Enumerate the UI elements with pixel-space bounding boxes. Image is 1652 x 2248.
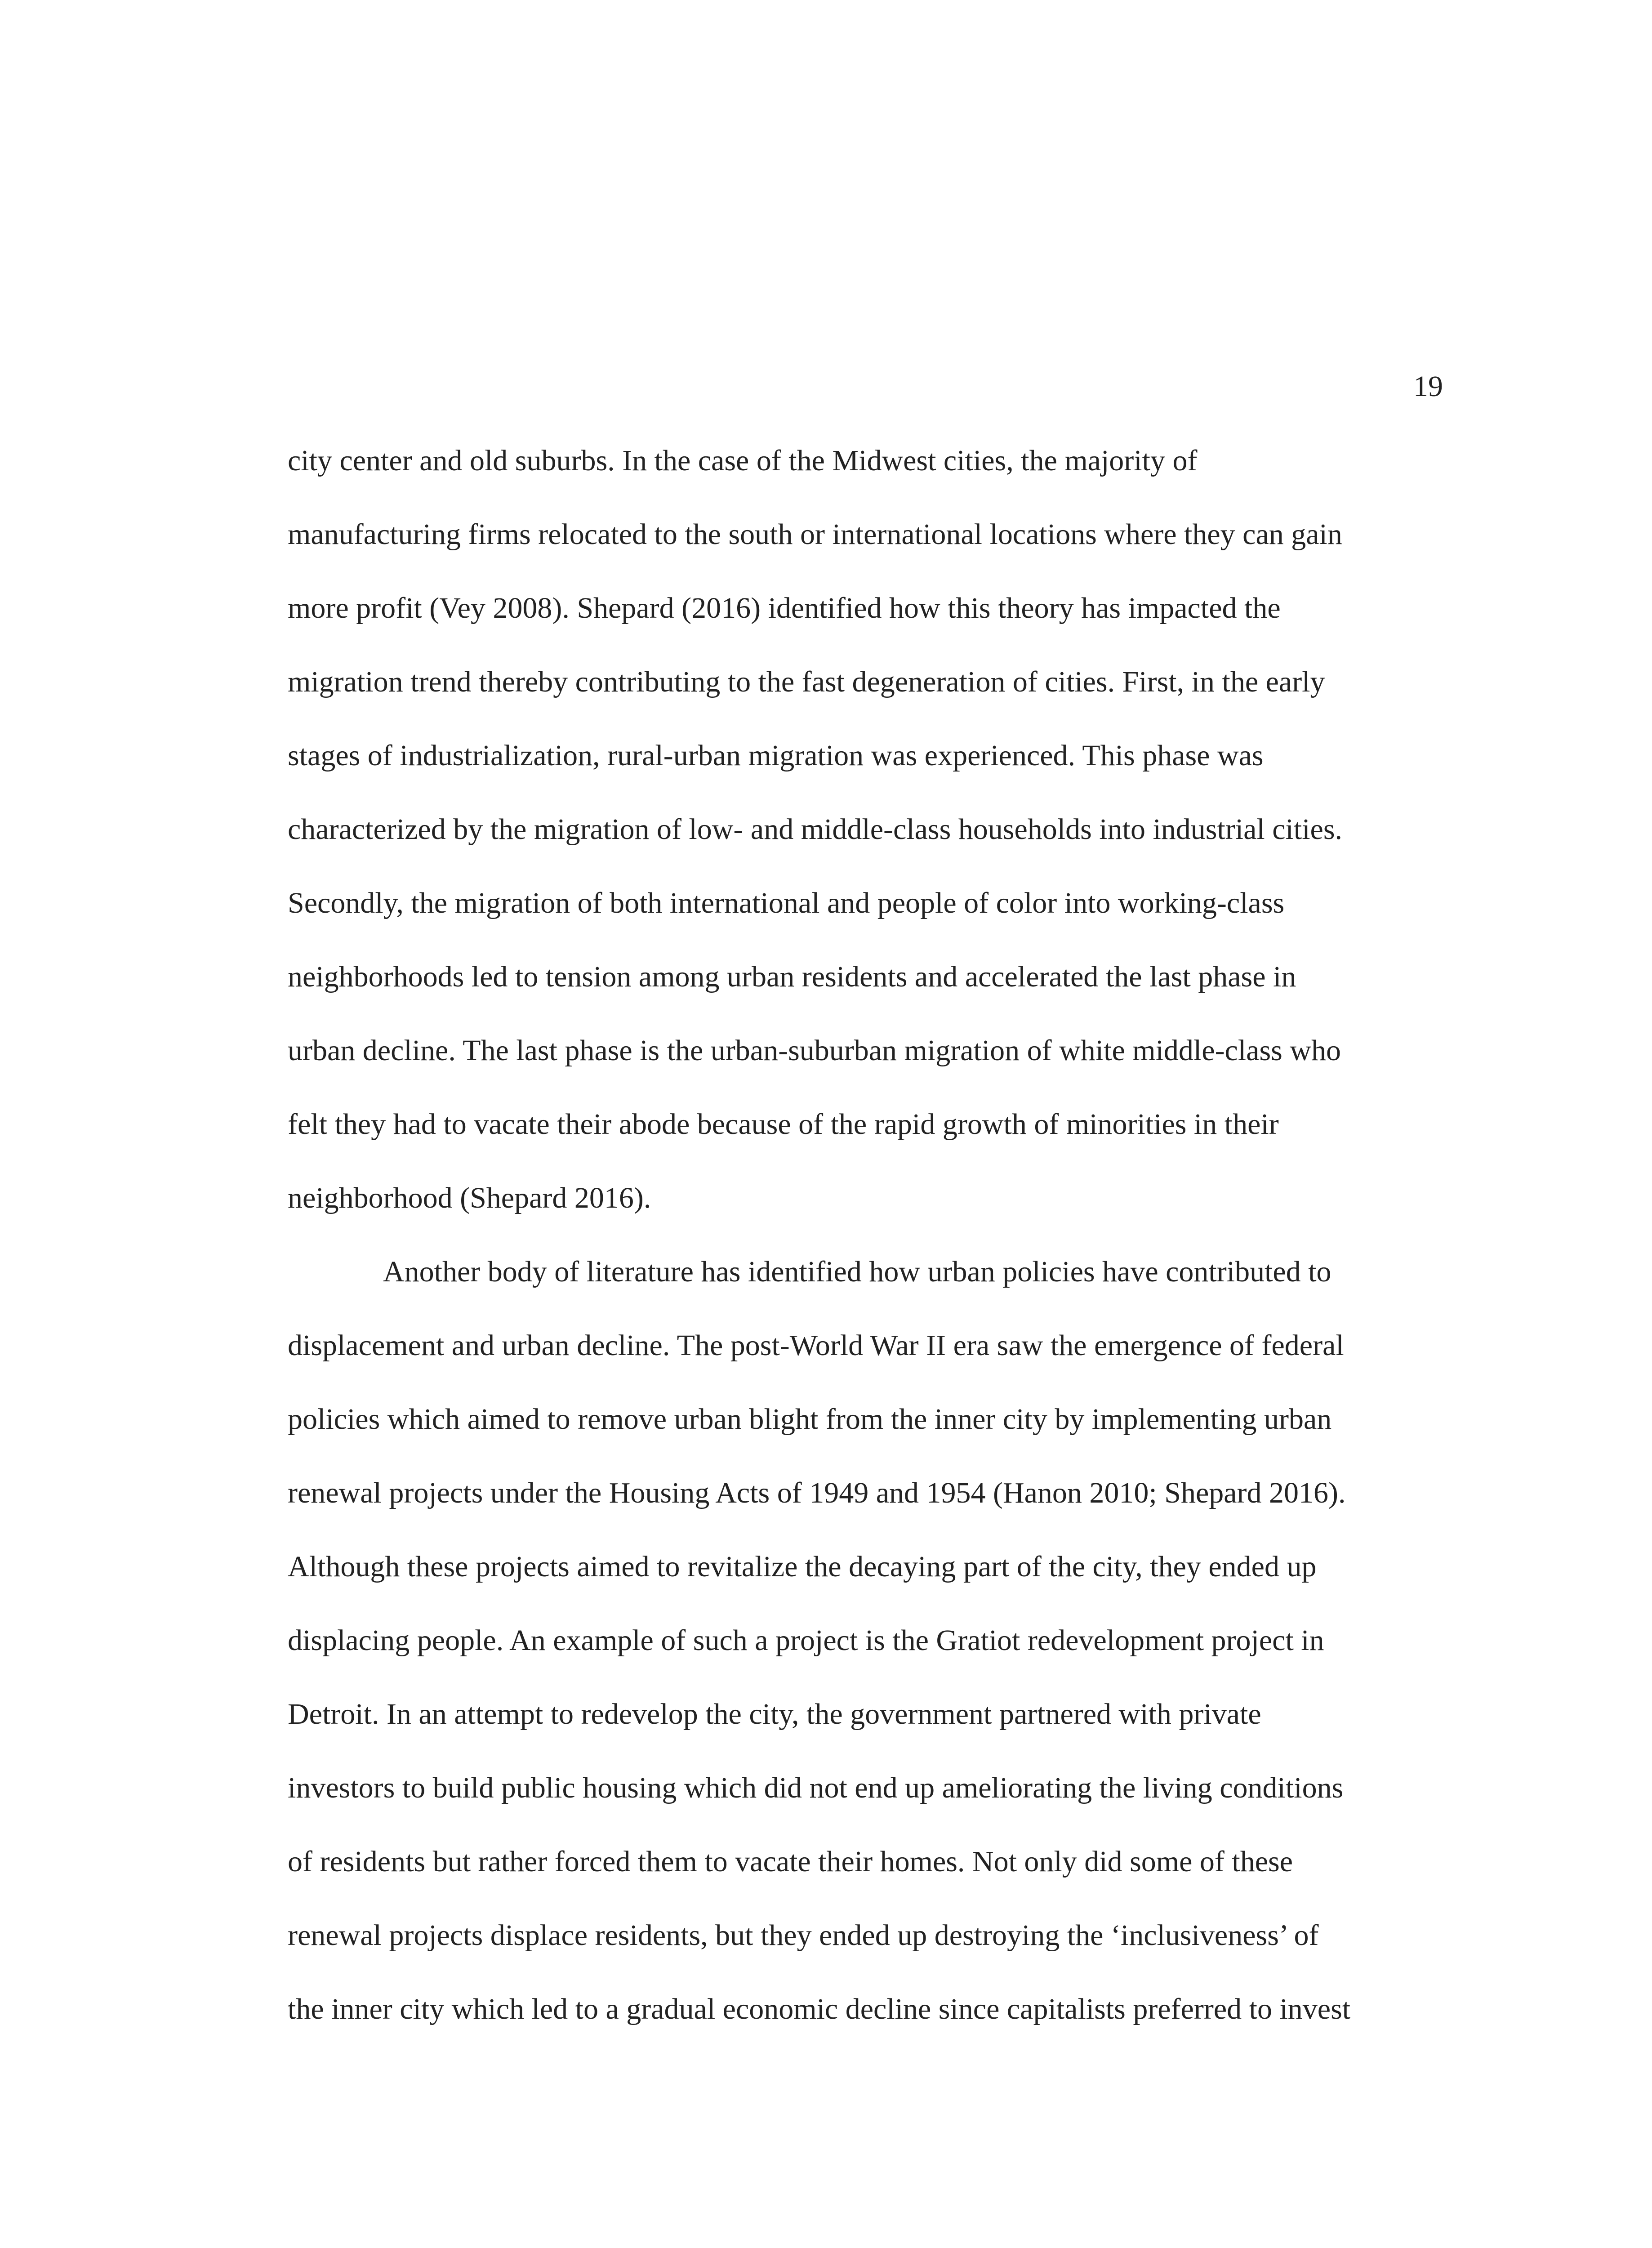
text-line: renewal projects displace residents, but they ended up destroying the ‘inclusiveness’ of [288,1919,1319,1952]
text-line: of residents but rather forced them to vacate their homes. Not only did some of these [288,1845,1293,1878]
text-line: stages of industrialization, rural-urban migration was experienced. This phase was [288,739,1264,772]
text-line: manufacturing firms relocated to the south or international locations where they can gain [288,518,1342,551]
text-line: neighborhood (Shepard 2016). [288,1182,651,1214]
text-line: urban decline. The last phase is the urban-suburban migration of white middle-class who [288,1034,1341,1067]
body-text [288,441,1501,2063]
text-line: more profit (Vey 2008). Shepard (2016) identified how this theory has impacted the [288,592,1281,624]
text-line: neighborhoods led to tension among urban residents and accelerated the last phase in [288,960,1296,993]
text-line: policies which aimed to remove urban blight from the inner city by implementing urban [288,1403,1332,1436]
text-line: characterized by the migration of low- and middle-class households into industrial cities. [288,813,1343,846]
text-line: investors to build public housing which did not end up ameliorating the living conditions [288,1771,1344,1804]
text-line: displacement and urban decline. The post-World War II era saw the emergence of federal [288,1329,1344,1362]
text-line: renewal projects under the Housing Acts of 1949 and 1954 (Hanon 2010; Shepard 2016). [288,1476,1346,1509]
text-line: Secondly, the migration of both international and people of color into working-class [288,887,1285,919]
text-line: Detroit. In an attempt to redevelop the city, the government partnered with private [288,1698,1261,1731]
text-line: felt they had to vacate their abode because of the rapid growth of minorities in their [288,1108,1279,1141]
text-line: migration trend thereby contributing to the fast degeneration of cities. First, in the early [288,665,1325,698]
page-number: 19 [1413,370,1443,403]
text-line: city center and old suburbs. In the case of the Midwest cities, the majority of [288,444,1198,477]
paragraph-first-line: Another body of literature has identified how urban policies have contributed to [383,1255,1331,1288]
text-line: displacing people. An example of such a project is the Gratiot redevelopment project in [288,1624,1324,1657]
text-line: the inner city which led to a gradual economic decline since capitalists preferred to invest [288,1993,1351,2025]
text-line: Although these projects aimed to revitalize the decaying part of the city, they ended up [288,1550,1317,1583]
